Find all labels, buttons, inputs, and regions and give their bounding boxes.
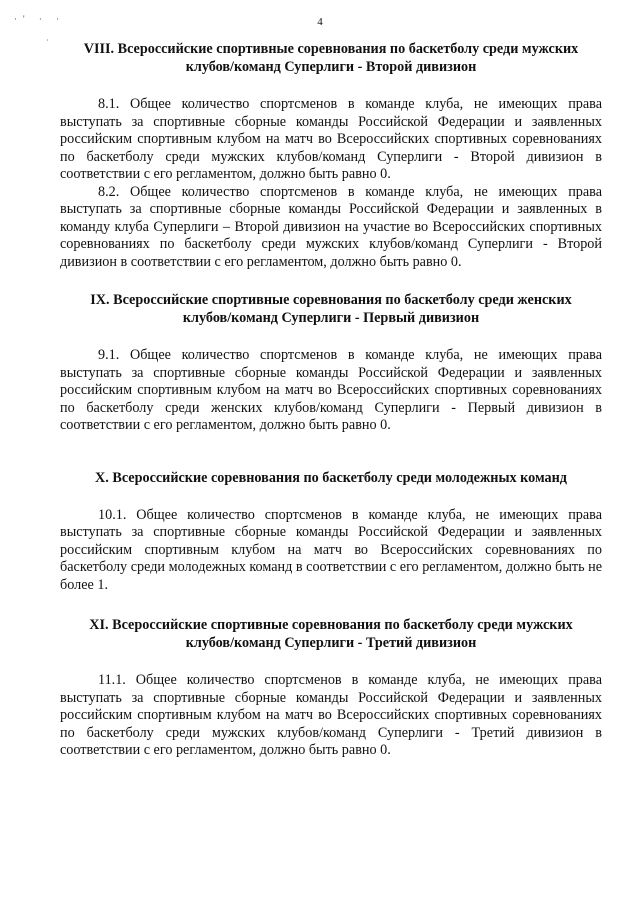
- section-ix-title-line2: клубов/команд Суперлиги - Первый дивизион: [182, 310, 480, 326]
- scan-marks: ·' · ·: [14, 14, 66, 24]
- paragraph-9-1: 9.1. Общее количество спортсменов в команде клуба, не имеющих права выступать за спортивные сборные команды Российской Федерации и заявленных российским спортивным клубом на матч во Всероссийских спортивных соревнованиях по баскетболу среди женских клубов/команд Суперлиги - Первый дивизион в соответствии с его регламентом, должно быть равно 0.: [60, 347, 602, 433]
- paragraph-8-2: 8.2. Общее количество спортсменов в команде клуба, не имеющих права выступать за спортивные сборные команды Российской Федерации и заявленных в команду клуба Суперлиги – Второй дивизион на участие во Всероссийских спортивных соревнованиях по баскетболу среди мужских клубов/команд Суперлиги - Второй дивизион в соответствии с его регламентом, должно быть равно 0.: [60, 183, 602, 270]
- paragraph-10-1: 10.1. Общее количество спортсменов в команде клуба, не имеющих права выступать за спортивные сборные команды Российской Федерации и заявленных российским спортивным клубом на матч во Всероссийских соревнованиях по баскетболу среди молодежных команд в соответствии с его регламентом, должно быть не более 1.: [60, 506, 602, 593]
- section-x-title: [60, 469, 602, 487]
- section-viii-title-line2: клубов/команд Суперлиги - Второй дивизион: [185, 59, 477, 75]
- section-xi: [60, 616, 602, 760]
- section-xi-title-line2: клубов/команд Суперлиги - Третий дивизион: [185, 635, 477, 651]
- section-xi-title-line1: XI. Всероссийские спортивные соревнования по баскетболу среди мужских: [89, 617, 573, 633]
- section-ix-title: [60, 291, 602, 327]
- section-xi-title: [60, 616, 602, 652]
- section-x-title-line1: X. Всероссийские соревнования по баскетболу среди молодежных команд: [95, 469, 567, 486]
- scan-mark: ·: [46, 36, 49, 45]
- page-number: 4: [317, 16, 323, 28]
- section-ix-title-line1: IX. Всероссийские спортивные соревнования по баскетболу среди женских: [90, 292, 572, 308]
- section-x: [60, 469, 602, 595]
- section-viii: [60, 40, 602, 271]
- section-viii-title: [60, 40, 602, 76]
- document-body: [60, 40, 602, 760]
- section-viii-title-line1: VIII. Всероссийские спортивные соревнования по баскетболу среди мужских: [83, 41, 579, 57]
- section-ix: [60, 291, 602, 435]
- paragraph-11-1: 11.1. Общее количество спортсменов в команде клуба, не имеющих права выступать за спортивные сборные команды Российской Федерации и заявленных российским спортивным клубом на матч во Всероссийских спортивных соревнованиях по баскетболу среди мужских клубов/команд Суперлиги - Третий дивизион в соответствии с его регламентом, должно быть равно 0.: [60, 672, 602, 758]
- paragraph-8-1: 8.1. Общее количество спортсменов в команде клуба, не имеющих права выступать за спортивные сборные команды Российской Федерации и заявленных российским спортивным клубом на матч во Всероссийских спортивных соревнованиях по баскетболу среди мужских клубов/команд Суперлиги - Второй дивизион в соответствии с его регламентом, должно быть равно 0.: [60, 96, 602, 182]
